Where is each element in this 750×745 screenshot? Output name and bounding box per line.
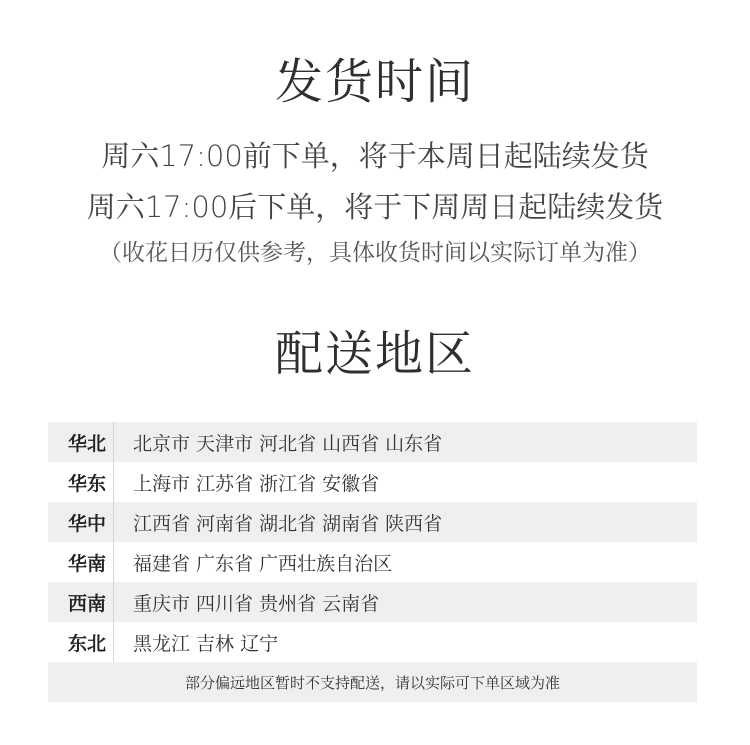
region-name: 华南 bbox=[68, 552, 107, 575]
region-provinces: 江西省 河南省 湖北省 湖南省 陕西省 bbox=[133, 512, 443, 535]
table-row-xinan bbox=[48, 582, 697, 622]
region-name: 西南 bbox=[68, 592, 107, 615]
delivery-area-table bbox=[48, 422, 697, 702]
table-row-dongbei bbox=[48, 622, 697, 662]
region-name: 华中 bbox=[68, 512, 107, 535]
region-name: 东北 bbox=[68, 632, 107, 655]
delivery-area-title: 配送地区 bbox=[274, 326, 475, 382]
remote-area-note: 部分偏远地区暂时不支持配送，请以实际可下单区域为准 bbox=[48, 662, 697, 702]
region-provinces: 重庆市 四川省 贵州省 云南省 bbox=[133, 592, 380, 615]
shipping-rule-after-cutoff: 周六17:00后下单，将于下周周日起陆续发货 bbox=[86, 190, 664, 224]
region-provinces: 上海市 江苏省 浙江省 安徽省 bbox=[133, 472, 380, 495]
table-row-huadong bbox=[48, 462, 697, 502]
region-provinces: 黑龙江 吉林 辽宁 bbox=[133, 632, 279, 655]
region-name: 华东 bbox=[68, 472, 107, 495]
table-row-huazhong bbox=[48, 502, 697, 542]
table-row-huanan bbox=[48, 542, 697, 582]
region-provinces: 北京市 天津市 河北省 山西省 山东省 bbox=[133, 432, 443, 455]
region-provinces: 福建省 广东省 广西壮族自治区 bbox=[133, 552, 393, 575]
region-name: 华北 bbox=[68, 432, 107, 455]
table-row-huabei bbox=[48, 422, 697, 462]
shipping-time-title: 发货时间 bbox=[274, 54, 475, 110]
shipping-rule-before-cutoff: 周六17:00前下单，将于本周日起陆续发货 bbox=[101, 139, 649, 173]
shipping-disclaimer: （收花日历仅供参考，具体收货时间以实际订单为准） bbox=[99, 240, 651, 266]
